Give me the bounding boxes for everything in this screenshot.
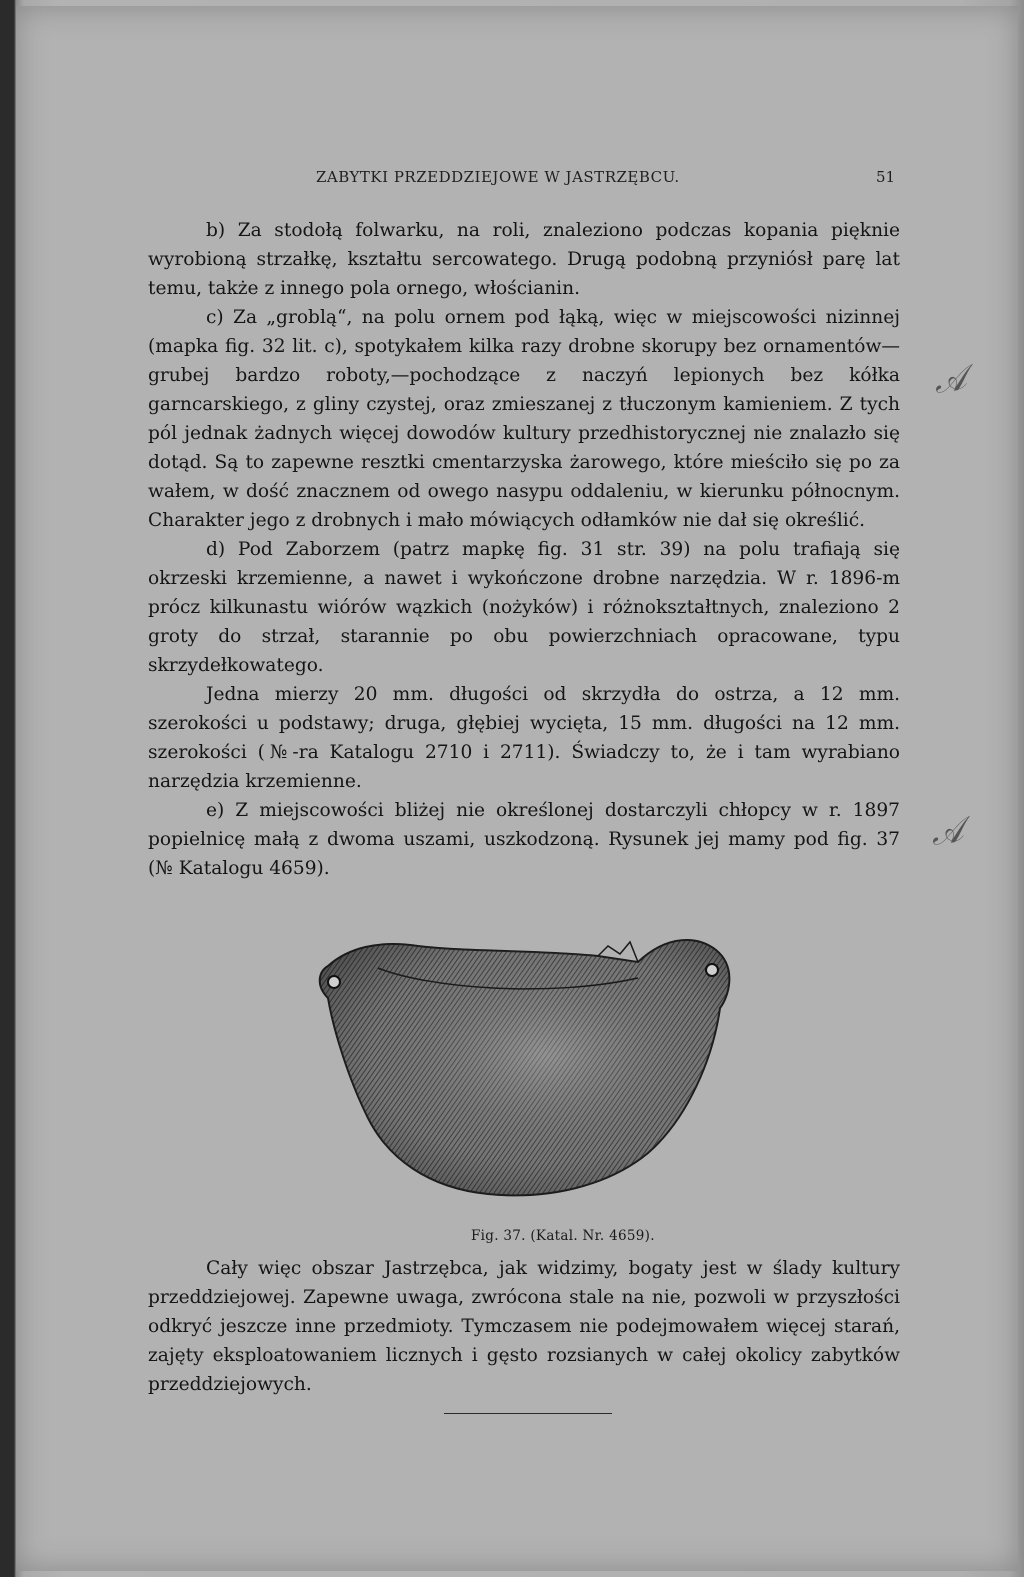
end-rule <box>444 1413 612 1414</box>
figure-caption: Fig. 37. (Katal. Nr. 4659). <box>471 1228 655 1244</box>
paragraph: e) Z miejscowości bliżej nie określonej dostarczyli chłopcy w r. 1897 popielnicę małą z dwoma uszami, uszkodzoną. Rysunek jej mamy pod fig. 37 (№ Katalogu 4659). <box>148 800 900 879</box>
pencil-mark-margin: 𝒜 <box>928 809 966 855</box>
body-text-top <box>148 216 900 883</box>
paragraph: Jedna mierzy 20 mm. długości od skrzydła do ostrza, a 12 mm. szerokości u podstawy; druga, głębiej wycięta, 15 mm. długości na 12 mm. szerokości (№-ra Katalogu 2710 i 2711). Świadczy to, że i tam wyrabiano narzędzia krzemienne. <box>148 684 900 792</box>
pencil-mark-margin: 𝒜 <box>931 357 969 403</box>
paragraph: Cały więc obszar Jastrzębca, jak widzimy, bogaty jest w ślady kultury przeddziejowej. Zapewne uwaga, zwrócona stale na nie, pozwoli w przyszłości odkryć jeszcze inne przedmioty. Tymczasem nie podejmowałem więcej starań, zajęty eksploatowaniem licznych i gęsto rozsianych w całej okolicy zabytków przeddziejowych. <box>148 1258 900 1395</box>
body-text-bottom <box>148 1254 900 1399</box>
page-number: 51 <box>876 168 896 186</box>
vessel-illustration <box>308 928 746 1206</box>
book-page <box>16 6 1018 1571</box>
paragraph: b) Za stodołą folwarku, na roli, znaleziono podczas kopania pięknie wyrobioną strzałkę, kształtu sercowatego. Drugą podobną przyniósł parę lat temu, także z innego pola ornego, włościanin. <box>148 220 900 299</box>
paragraph: d) Pod Zaborzem (patrz mapkę fig. 31 str. 39) na polu trafiają się okrzeski krzemienne, a nawet i wykończone drobne narzędzia. W r. 1896-m prócz kilkunastu wiórów wązkich (nożyków) i różnokształtnych, znaleziono 2 groty do strzał, starannie po obu powierzchniach opracowane, typu skrzydełkowatego. <box>148 539 900 676</box>
running-title: ZABYTKI PRZEDDZIEJOWE W JASTRZĘBCU. <box>316 168 680 186</box>
paragraph: c) Za „groblą“, na polu ornem pod łąką, więc w miejscowości nizinnej (mapka fig. 32 lit. c), spotykałem kilka razy drobne skorupy bez ornamentów—grubej bardzo roboty,—pochodzące z naczyń lepionych bez kółka garncarskiego, z gliny czystej, oraz zmieszanej z tłuczonym kamieniem. Z tych pól jednak żadnych więcej dowodów kultury przedhistorycznej nie znalazło się dotąd. Są to zapewne resztki cmentarzyska żarowego, które mieściło się po za wałem, w dość znacznem od owego nasypu oddaleniu, w kierunku północnym. Charakter jego z drobnych i mało mówiących odłamków nie dał się określić. <box>148 307 900 531</box>
